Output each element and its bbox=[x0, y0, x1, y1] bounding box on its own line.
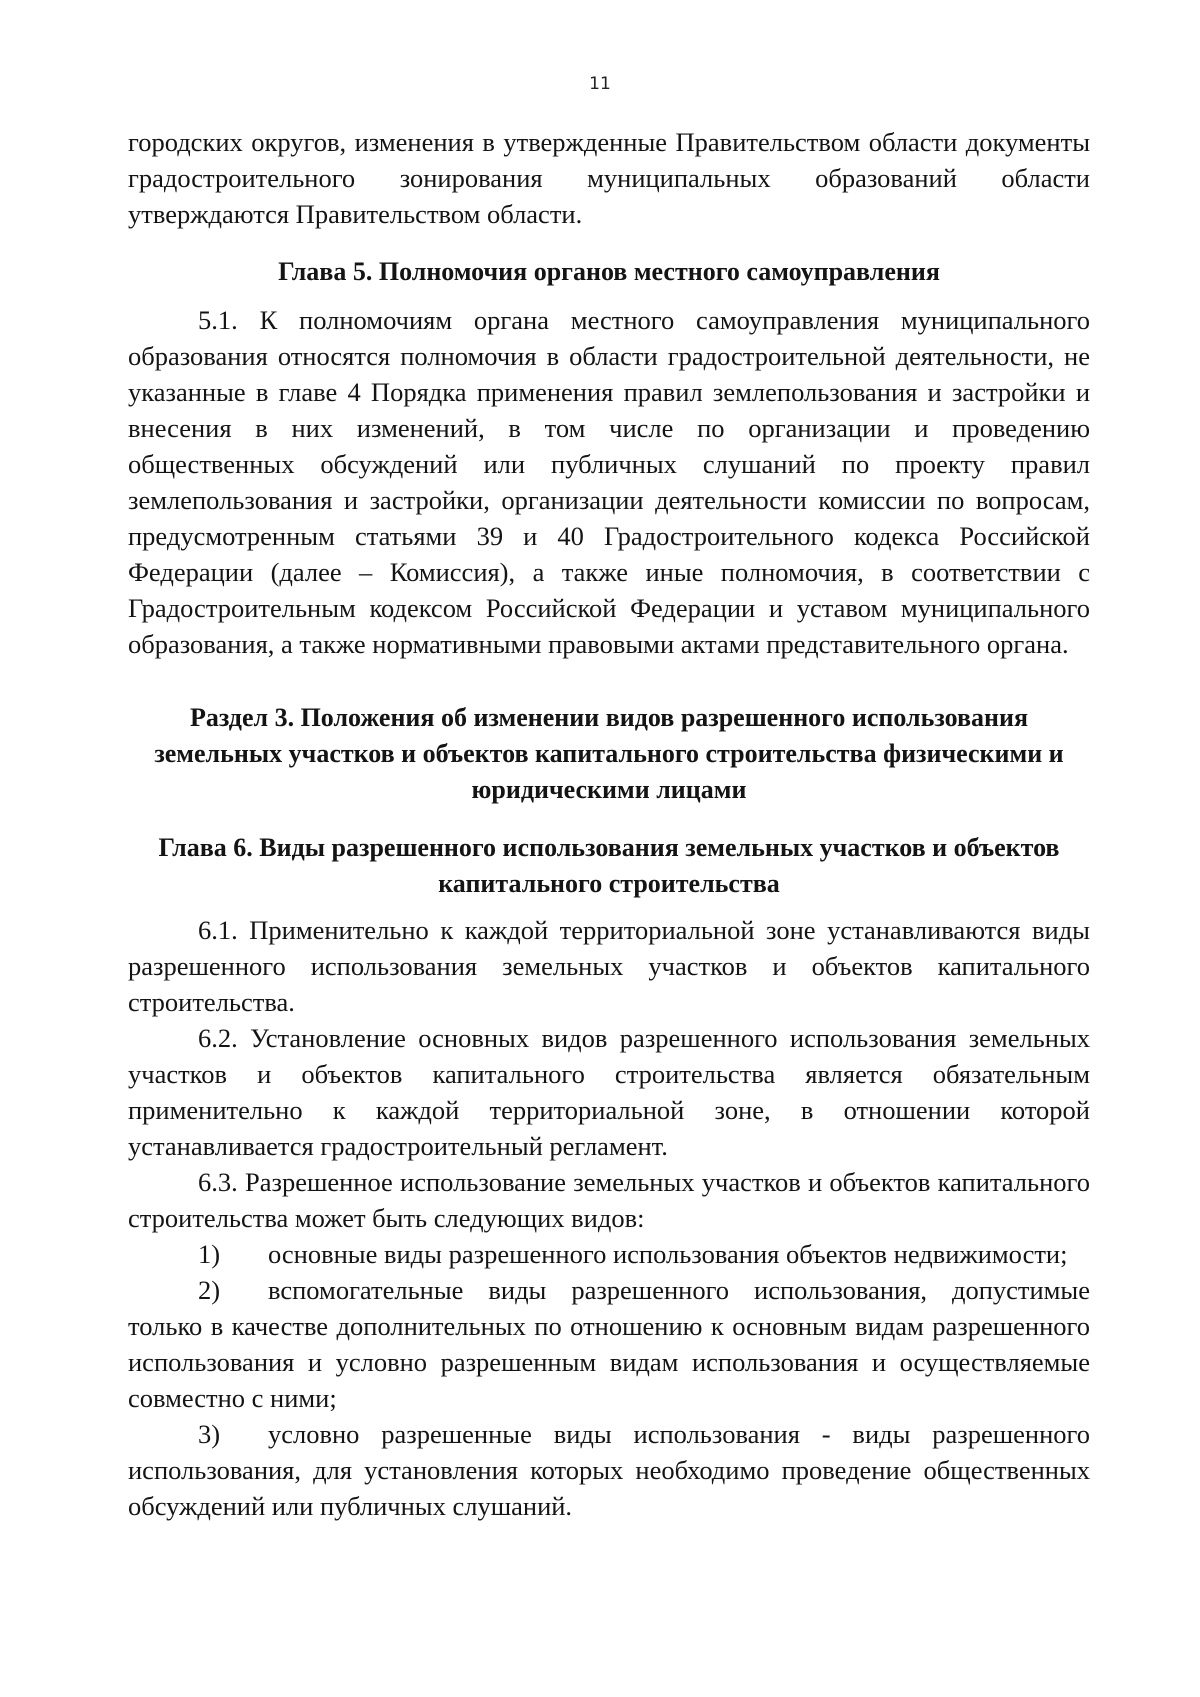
paragraph-6-1: 6.1. Применительно к каждой территориальной зоне устанавливаются виды разрешенного использования земельных участков и объектов капитального строительства. bbox=[128, 915, 1090, 1017]
page-content bbox=[128, 124, 1090, 1524]
list-item-text: условно разрешенные виды использования - виды разрешенного использования, для установления которых необходимо проведение общественных обсуждений или публичных слушаний. bbox=[128, 1419, 1090, 1521]
section-3-heading: Раздел 3. Положения об изменении видов разрешенного использования земельных участков и объектов капитального строительства физическими и юридическими лицами bbox=[154, 703, 1064, 804]
list-item-number: 2) bbox=[198, 1275, 221, 1305]
list-item bbox=[128, 1416, 1090, 1524]
paragraph-continuation: городских округов, изменения в утвержденные Правительством области документы градостроительного зонирования муниципальных образований области утверждаются Правительством области. bbox=[128, 127, 1090, 229]
list-item-number: 3) bbox=[198, 1419, 221, 1449]
list-item-text: основные виды разрешенного использования объектов недвижимости; bbox=[268, 1239, 1068, 1269]
chapter-5-heading: Глава 5. Полномочия органов местного самоуправления bbox=[278, 257, 940, 286]
list-item-number: 1) bbox=[198, 1239, 221, 1269]
paragraph-6-2: 6.2. Установление основных видов разрешенного использования земельных участков и объектов капитального строительства является обязательным применительно к каждой территориальной зоне, в отношении которой устанавливается градостроительный регламент. bbox=[128, 1023, 1090, 1161]
page-number: 11 bbox=[589, 74, 611, 94]
list-item-text: вспомогательные виды разрешенного использования, допустимые только в качестве дополнительных по отношению к основным видам разрешенного использования и условно разрешенным видам использования и осуществляемые совместно с ними; bbox=[128, 1275, 1090, 1413]
list-item bbox=[128, 1236, 1090, 1272]
list-item bbox=[128, 1272, 1090, 1416]
paragraph-5-1: 5.1. К полномочиям органа местного самоуправления муниципального образования относятся полномочия в области градостроительной деятельности, не указанные в главе 4 Порядка применения правил землепользования и застройки и внесения в них изменений, в том числе по организации и проведению общественных обсуждений или публичных слушаний по проекту правил землепользования и застройки, организации деятельности комиссии по вопросам, предусмотренным статьями 39 и 40 Градостроительного кодекса Российской Федерации (далее – Комиссия), а также иные полномочия, в соответствии с Градостроительным кодексом Российской Федерации и уставом муниципального образования, а также нормативными правовыми актами представительного органа. bbox=[128, 305, 1090, 659]
paragraph-6-3: 6.3. Разрешенное использование земельных участков и объектов капитального строительства может быть следующих видов: bbox=[128, 1167, 1090, 1233]
chapter-6-heading: Глава 6. Виды разрешенного использования земельных участков и объектов капитального строительства bbox=[158, 833, 1060, 898]
